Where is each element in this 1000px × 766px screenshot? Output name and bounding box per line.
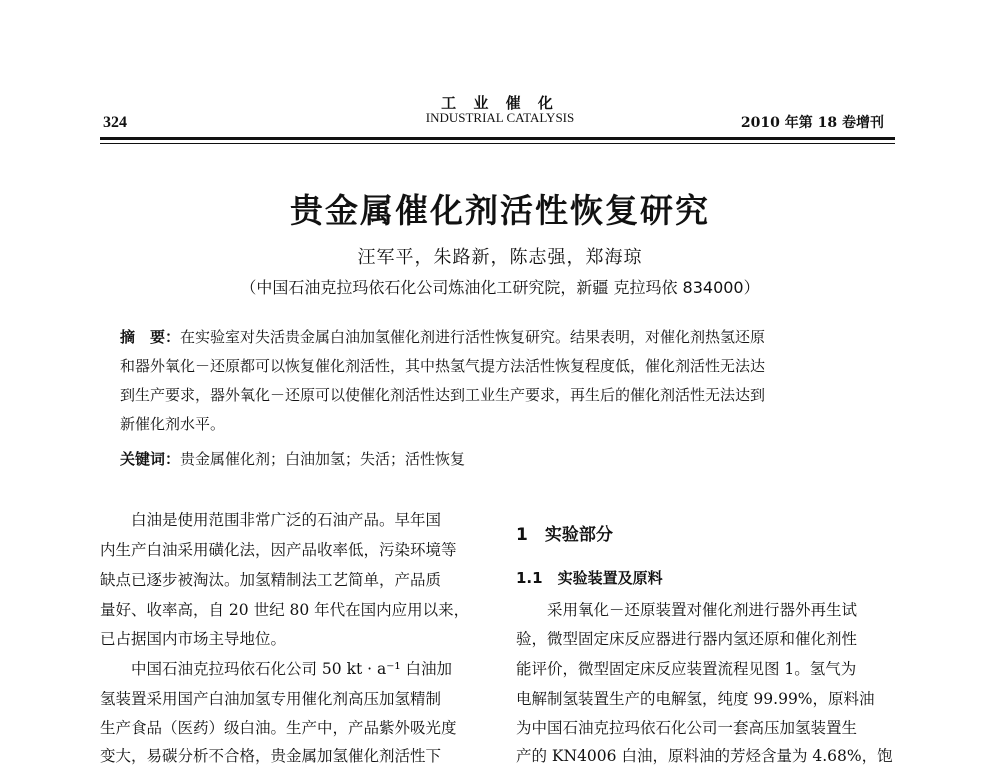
affiliation: （中国石油克拉玛依石化公司炼油化工研究院，新疆 克拉玛依 834000） (240, 278, 760, 297)
body-line: 中国石油克拉玛依石化公司 50 kt · a⁻¹ 白油加 (100, 660, 453, 678)
header-rule-thick (100, 137, 895, 140)
keywords-text: 贵金属催化剂；白油加氢；失活；活性恢复 (180, 450, 466, 468)
body-line: 能评价，微型固定床反应装置流程见图 1。氢气为 (516, 660, 857, 678)
body-line: 生产食品（医药）级白油。生产中，产品紫外吸光度 (100, 719, 457, 737)
body-line: 量好、收率高，自 20 世纪 80 年代在国内应用以来， (100, 601, 470, 619)
author-list: 汪军平，朱路新，陈志强，郑海琼 (357, 247, 643, 268)
body-line: 氢装置采用国产白油加氢专用催化剂高压加氢精制 (100, 690, 442, 708)
abstract-text: 在实验室对失活贵金属白油加氢催化剂进行活性恢复研究。结果表明，对催化剂热氢还原 (180, 328, 766, 346)
body-line: 内生产白油采用磺化法，因产品收率低，污染环境等 (100, 541, 457, 559)
abstract-line: 到生产要求，器外氧化－还原可以使催化剂活性达到工业生产要求，再生后的催化剂活性无法达到 (120, 386, 766, 404)
body-line: 产的 KN4006 白油，原料油的芳烃含量为 4.68%，饱 (516, 747, 893, 765)
body-line: 验，微型固定床反应器进行器内氢还原和催化剂性 (516, 630, 858, 648)
body-line: 白油是使用范围非常广泛的石油产品。早年国 (100, 511, 442, 529)
keywords-label: 关键词： (120, 450, 181, 468)
journal-title-chinese: 工 业 催 化 (441, 94, 559, 112)
subsection-heading: 1.1 实验装置及原料 (516, 569, 663, 587)
body-line: 变大，易碳分析不合格，贵金属加氢催化剂活性下 (100, 747, 442, 765)
keywords-line (120, 448, 910, 469)
abstract-label: 摘 要： (120, 328, 181, 346)
abstract-line (120, 326, 910, 347)
body-line: 为中国石油克拉玛依石化公司一套高压加氢装置生 (516, 719, 858, 737)
section-heading: 1 实验部分 (516, 525, 613, 545)
abstract-line: 新催化剂水平。 (120, 415, 226, 433)
abstract-line: 和器外氧化－还原都可以恢复催化剂活性，其中热氢气提方法活性恢复程度低，催化剂活性无法达 (120, 357, 766, 375)
body-line: 电解制氢装置生产的电解氢，纯度 99.99%，原料油 (516, 690, 875, 708)
body-line: 缺点已逐步被淘汰。加氢精制法工艺简单，产品质 (100, 571, 442, 589)
header-rule-thin (100, 143, 895, 144)
paper-title: 贵金属催化剂活性恢复研究 (290, 191, 710, 230)
body-line: 已占据国内市场主导地位。 (100, 630, 287, 648)
page-number: 324 (103, 114, 127, 131)
journal-title-english: INDUSTRIAL CATALYSIS (425, 110, 575, 125)
issue-info: 2010 年第 18 卷增刊 (740, 115, 884, 131)
body-line: 采用氧化－还原装置对催化剂进行器外再生试 (516, 601, 858, 619)
